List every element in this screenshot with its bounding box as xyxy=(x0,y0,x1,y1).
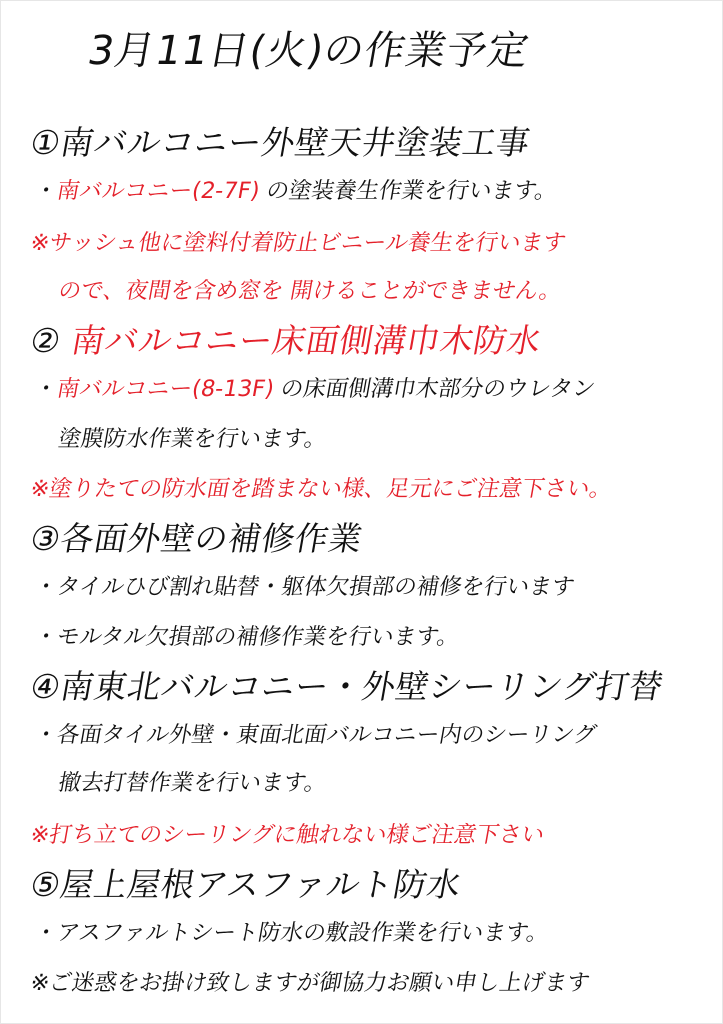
footer-note: ※ご迷惑をお掛け致しますが御協力お願い申し上げます xyxy=(28,970,592,996)
section4-note: ※打ち立てのシーリングに触れない様ご注意下さい xyxy=(28,822,547,848)
section1-note-line1: ※サッシュ他に塗料付着防止ビニール養生を行います xyxy=(28,230,568,256)
section2-note: ※塗りたての防水面を踏まない様、足元にご注意下さい。 xyxy=(28,476,615,502)
bullet-marker: ・ xyxy=(32,376,60,402)
section1-bullet xyxy=(32,173,560,205)
section2-heading-text: 南バルコニー床面側溝巾木防水 xyxy=(68,321,545,360)
section2-heading xyxy=(27,315,545,362)
section2-bullet-cont: 塗膜防水作業を行います。 xyxy=(56,426,330,452)
bullet-marker: ・ xyxy=(32,178,60,204)
section2-heading-number: ② xyxy=(27,321,76,360)
section1-heading: ①南バルコニー外壁天井塗装工事 xyxy=(27,123,534,162)
balcony-range-label: 南バルコニー(8-13F) xyxy=(54,376,277,402)
section4-bullet1: ・各面タイル外壁・東面北面バルコニー内のシーリング xyxy=(32,722,599,748)
bullet-text: の塗装養生作業を行います。 xyxy=(257,178,560,204)
page-title: 3月11日(火)の作業予定 xyxy=(84,28,534,74)
section5-bullet1: ・アスファルトシート防水の敷設作業を行います。 xyxy=(32,920,552,946)
balcony-range-label: 南バルコニー(2-7F) xyxy=(54,178,262,204)
section3-bullet1: ・タイルひび割れ貼替・躯体欠損部の補修を行います xyxy=(32,574,577,600)
section2-bullet xyxy=(32,371,598,403)
section4-bullet1-cont: 撤去打替作業を行います。 xyxy=(56,770,330,796)
section1-note-line2: ので、夜間を含め窓を 開けることができません。 xyxy=(56,278,565,304)
section4-heading: ④南東北バルコニー・外壁シーリング打替 xyxy=(27,667,667,706)
bullet-text: の床面側溝巾木部分のウレタン xyxy=(271,376,598,402)
section3-bullet2: ・モルタル欠損部の補修作業を行います。 xyxy=(32,624,462,650)
section3-heading: ③各面外壁の補修作業 xyxy=(27,519,366,558)
section5-heading: ⑤屋上屋根アスファルト防水 xyxy=(27,865,465,904)
